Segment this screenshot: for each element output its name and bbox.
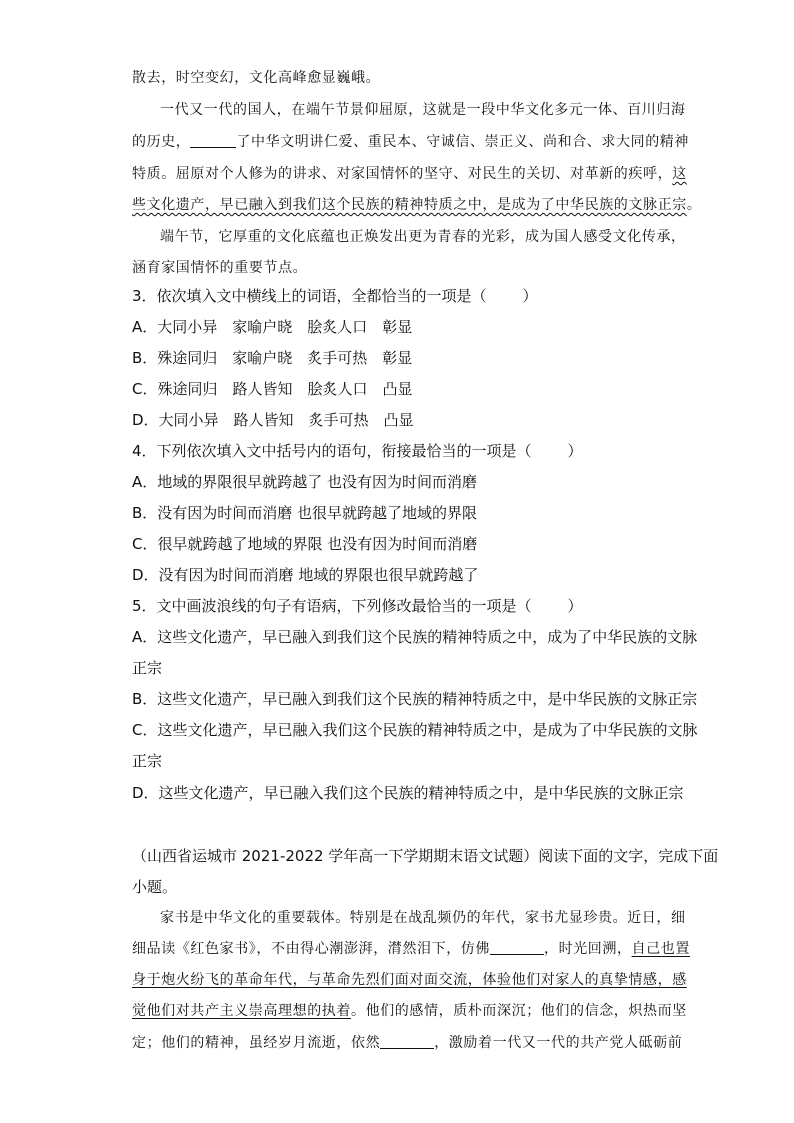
question-5-stem	[132, 596, 583, 616]
passage-line	[132, 970, 687, 990]
question-4-option-b: B．没有因为时间而消磨 也很早就跨越了地域的界限	[132, 504, 478, 522]
fill-blank	[490, 940, 544, 955]
question-paren: ）	[567, 442, 583, 460]
wavy-underlined-sentence: 这	[672, 166, 687, 182]
passage-line	[132, 164, 687, 184]
question-text: 3．依次填入文中横线上的词语，全都恰当的一项是（	[132, 287, 487, 305]
passage-line	[132, 132, 689, 152]
passage-line: 散去，时空变幻，文化高峰愈显巍峨。	[132, 70, 381, 86]
question-4-option-c: C．很早就跨越了地域的界限 也没有因为时间而消磨	[132, 535, 478, 553]
question-4-option-a: A．地域的界限很早就跨越了 也没有因为时间而消磨	[132, 473, 478, 491]
passage-text: 了中华文明讲仁爱、重民本、守诚信、崇正义、尚和合、求大同的精神	[236, 134, 690, 150]
underlined-sentence: 身于炮火纷飞的革命年代，与革命先烈们面对面交流，体验他们对家人的真挚情感，感	[132, 972, 687, 988]
fill-blank	[380, 1034, 434, 1049]
question-3-option-b: B．殊途同归 家喻户晓 炙手可热 彰显	[132, 349, 413, 367]
wavy-underlined-sentence: 些文化遗产，早已融入到我们这个民族的精神特质之中，是成为了中华民族的文脉正宗	[132, 197, 687, 213]
passage-text: 特质。屈原对个人修为的讲求、对家国情怀的坚守、对民生的关切、对革新的疾呼，	[132, 166, 673, 182]
question-paren: ）	[522, 287, 538, 305]
question-3-option-c: C．殊途同归 路人皆知 脍炙人口 凸显	[132, 380, 413, 398]
question-4-option-d: D．没有因为时间而消磨 地域的界限也很早就跨越了	[132, 566, 479, 584]
passage-line: 家书是中华文化的重要载体。特别是在战乱频仍的年代，家书尤显珍贵。近日，细	[160, 910, 686, 926]
question-5-option-a: A．这些文化遗产，早已融入到我们这个民族的精神特质之中，成为了中华民族的文脉	[132, 628, 698, 646]
passage-line: 一代又一代的国人，在端午节景仰屈原，这就是一段中华文化多元一体、百川归海	[160, 102, 686, 118]
question-4-stem	[132, 441, 583, 461]
passage-line	[132, 1001, 687, 1021]
question-text: 4．下列依次填入文中括号内的语句，衔接最恰当的一项是（	[132, 442, 532, 460]
question-5-option-c-cont: 正宗	[132, 752, 163, 770]
question-3-option-d: D．大同小异 路人皆知 炙手可热 凸显	[132, 411, 414, 429]
question-5-option-b: B．这些文化遗产，早已融入到我们这个民族的精神特质之中，是中华民族的文脉正宗	[132, 690, 698, 708]
section-intro-cont: 小题。	[132, 878, 178, 896]
passage-text: 细品读《红色家书》，不由得心潮澎湃，潸然泪下，仿佛	[132, 941, 490, 957]
passage-text: 的历史，	[132, 134, 191, 150]
question-paren: ）	[567, 597, 583, 615]
passage-line: 涵育家国情怀的重要节点。	[132, 260, 308, 276]
passage-line	[132, 195, 701, 215]
underlined-sentence: 自己也置	[631, 941, 691, 957]
passage-text: ，时光回溯，	[544, 941, 632, 957]
passage-text: 。	[686, 197, 702, 213]
underlined-sentence: 觉他们对共产主义崇高理想的执着	[132, 1003, 351, 1019]
passage-line	[132, 1033, 682, 1053]
question-3-stem	[132, 286, 538, 306]
passage-text: ，激励着一代又一代的共产党人砥砺前	[434, 1035, 683, 1051]
question-5-option-d: D．这些文化遗产，早已融入我们这个民族的精神特质之中，是中华民族的文脉正宗	[132, 784, 684, 802]
question-3-option-a: A．大同小异 家喻户晓 脍炙人口 彰显	[132, 318, 413, 336]
passage-text: 。他们的感情，质朴而深沉；他们的信念，炽热而坚	[351, 1003, 687, 1019]
question-5-option-a-cont: 正宗	[132, 659, 163, 677]
question-text: 5．文中画波浪线的句子有语病，下列修改最恰当的一项是（	[132, 597, 532, 615]
fill-blank	[190, 133, 236, 148]
section-intro: （山西省运城市 2021-2022 学年高一下学期期末语文试题）阅读下面的文字，完成下面	[132, 847, 719, 865]
passage-line: 端午节，它厚重的文化底蕴也正焕发出更为青春的光彩，成为国人感受文化传承，	[160, 229, 686, 245]
passage-text: 定；他们的精神，虽经岁月流逝，依然	[132, 1035, 381, 1051]
passage-line	[132, 939, 690, 959]
question-5-option-c: C．这些文化遗产，早已融入我们这个民族的精神特质之中，是成为了中华民族的文脉	[132, 721, 698, 739]
